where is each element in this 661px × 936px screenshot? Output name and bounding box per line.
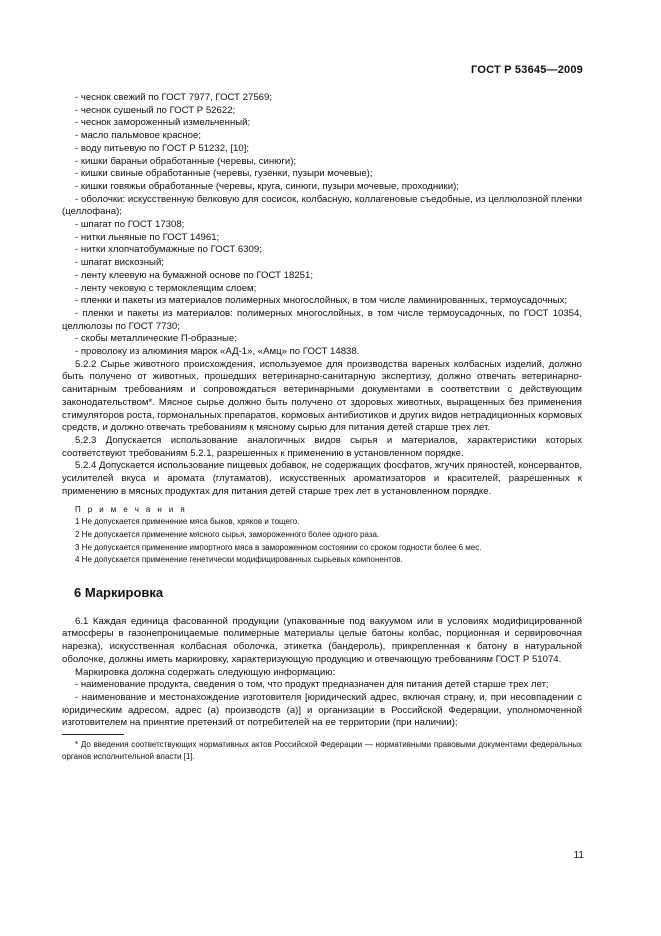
list-item: - оболочки: искусственную белковую для сосисок, колбасную, коллагеновые съедобные, из целлюлозной пленки (целлофана);: [62, 193, 582, 218]
list-item: - воду питьевую по ГОСТ Р 51232, [10];: [75, 142, 250, 154]
list-item: - проволоку из алюминия марок «АД-1», «Амц» по ГОСТ 14838.: [75, 346, 360, 358]
clause-5-2-2: 5.2.2 Сырье животного происхождения, используемое для производства вареных колбасных изделий, должно быть получено от животных, прошедших ветеринарно-санитарную экспертизу, должно отвечать ветеринарно-санитарным требованиям и сопровождаться ветеринарными документами в соответствии с действующим законодательством*. Мясное сырье должно быть получено от здоровых животных, выращенных без применения стимуляторов роста, гормональных препаратов, кормовых антибиотиков и других видов нетрадиционных кормовых средств, и должно отвечать требованиям к мясному сырью для питания детей старше трех лет.: [62, 358, 582, 434]
list-item: - ленту клеевую на бумажной основе по ГОСТ 18251;: [75, 269, 314, 281]
section-6-title: 6 Маркировка: [74, 585, 164, 601]
list-item: - нитки льняные по ГОСТ 14961;: [75, 231, 220, 243]
list-item: - чеснок замороженный измельченный;: [75, 117, 251, 129]
list-item: - пленки и пакеты из материалов полимерных многослойных, в том числе ламинированных, термоусадочных;: [75, 295, 568, 307]
list-item: - пленки и пакеты из материалов: полимерных многослойных, в том числе термоусадочных, по ГОСТ 10354, целлюлозы по ГОСТ 7730;: [62, 307, 582, 332]
footnote-divider: [62, 734, 124, 735]
footnote: * До введения соответствующих нормативных актов Российской Федерации — нормативными правовыми документами федеральных органов исполнительной власти [1].: [62, 740, 582, 762]
list-item: - чеснок сушеный по ГОСТ Р 52622;: [75, 104, 236, 116]
list-item: - кишки свиные обработанные (черевы, гузенки, пузыри мочевые);: [75, 168, 373, 180]
note-item: 2 Не допускается применение мясного сырья, замороженного более одного раза.: [75, 529, 380, 539]
list-item: - ленту чековую с термоклеящим слоем;: [75, 282, 257, 294]
list-item: - нитки хлопчатобумажные по ГОСТ 6309;: [75, 244, 262, 256]
marking-intro: Маркировка должна содержать следующую информацию:: [75, 666, 336, 678]
document-header: ГОСТ Р 53645—2009: [471, 64, 583, 76]
list-item: - кишки говяжьи обработанные (черевы, круга, синюги, пузыри мочевые, проходники);: [75, 180, 459, 192]
note-item: 1 Не допускается применение мяса быков, хряков и тощего.: [75, 517, 300, 527]
marking-item: - наименование продукта, сведения о том, что продукт предназначен для питания детей старше трех лет;: [75, 679, 549, 691]
list-item: - масло пальмовое красное;: [75, 130, 201, 142]
clause-5-2-4: 5.2.4 Допускается использование пищевых добавок, не содержащих фосфатов, жгучих пряностей, консервантов, усилителей вкуса и аромата (глутаматов), искусственных ароматизаторов и красителей, разрешенных к применению в мясных продуктах для питания детей старше трех лет в установленном порядке.: [62, 460, 583, 497]
list-item: - кишки бараньи обработанные (черевы, синюги);: [75, 155, 297, 167]
list-item: - шпагат вискозный;: [75, 257, 164, 269]
page-content: [62, 92, 582, 763]
notes-block: [62, 504, 582, 568]
list-item: - скобы металлические П-образные;: [75, 333, 237, 345]
materials-list: [62, 92, 582, 359]
notes-title: П р и м е ч а н и я: [75, 504, 188, 514]
list-item: - чеснок свежий по ГОСТ 7977, ГОСТ 27569;: [75, 92, 273, 103]
clause-5-2-3: 5.2.3 Допускается использование аналогичных видов сырья и материалов, характеристики которых соответствуют требованиям 5.2.1, разрешенных к применению в установленном порядке.: [62, 434, 582, 459]
clause-6-1: 6.1 Каждая единица фасованной продукции (упакованные под вакуумом или в условиях модифицированной атмосферы в газонепроницаемые полимерные материалы целые батоны колбас, порционная и сервировочная нарезка), искусственная колбасная оболочка, этикетка (бандероль), прикрепленная к батону в натуральной оболочке, должны иметь маркировку, характеризующую продукцию и отвечающую требованиям ГОСТ Р 51074.: [62, 615, 582, 665]
marking-item: - наименование и местонахождение изготовителя [юридический адрес, включая страну, и, при несовпадении с юридическим адресом, адрес (а) производств (а)] и организации в Российской Федерации, уполномоченной изготовителем на принятие претензий от потребителей на ее территории (при наличии);: [62, 691, 582, 729]
list-item: - шпагат по ГОСТ 17308;: [75, 219, 185, 231]
note-item: 3 Не допускается применение импортного мяса в замороженном состоянии со сроком годности более 6 мес.: [75, 542, 482, 552]
note-item: 4 Не допускается применение генетически модифицированных сырьевых компонентов.: [75, 555, 403, 565]
page-number: 11: [573, 850, 584, 861]
